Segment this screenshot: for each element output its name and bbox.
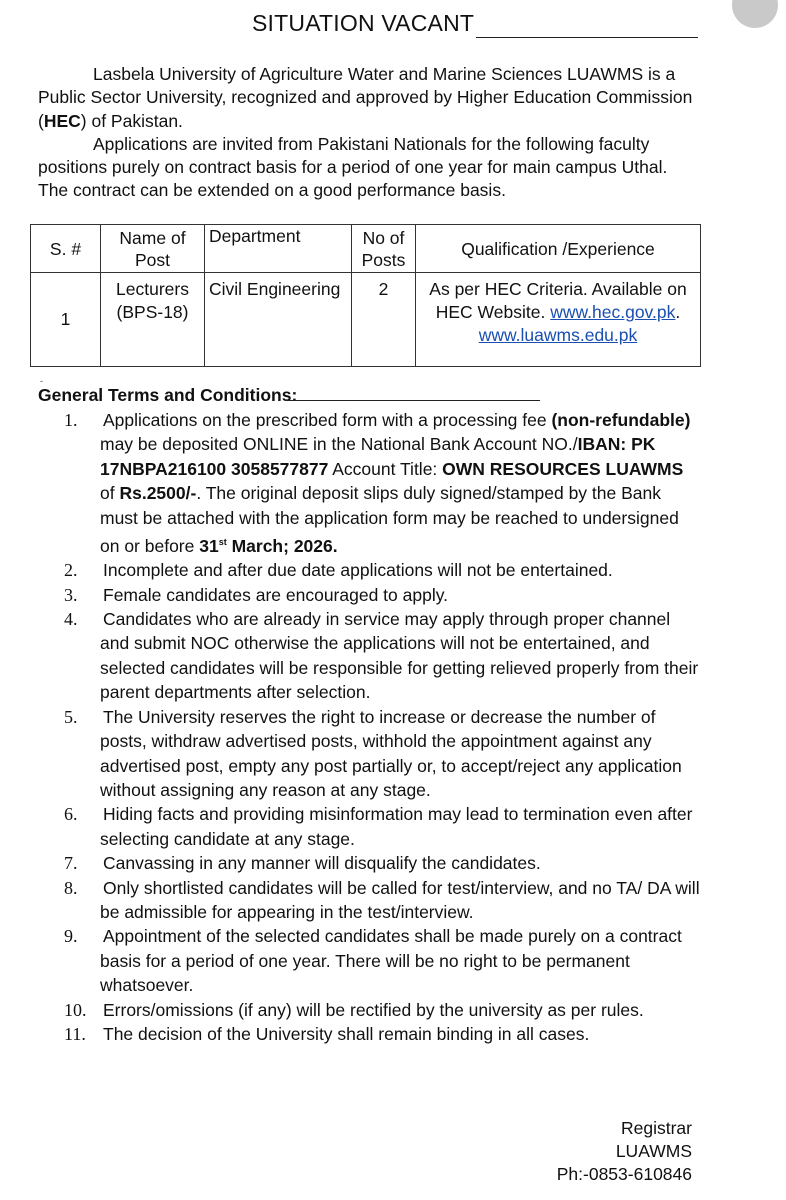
term-text: The University reserves the right to increase or decrease the number of posts, withdraw advertised posts, withhold the appointment against any advertised post, empty any post partially or, to accept/reject any application without assigning any reason at any stage. <box>100 706 682 800</box>
table-header-row <box>31 225 701 273</box>
terms-underline <box>285 400 540 401</box>
header-post: Name of Post <box>101 225 205 273</box>
cell-sno: 1 <box>31 273 101 367</box>
term-text <box>100 410 690 556</box>
intro-text-a: Lasbela University of Agriculture Water and Marine Sciences LUAWMS is a Public Sector University, recognized and approved by Higher Education Commission ( <box>38 64 693 131</box>
title-row <box>252 10 698 40</box>
term-text-part: Account Title: <box>328 458 443 479</box>
term-text-part: OWN RESOURCES LUAWMS <box>442 458 684 479</box>
term-text-part: Rs.2500/- <box>119 483 197 504</box>
term-text: Canvassing in any manner will disqualify the candidates. <box>103 853 541 874</box>
term-item <box>0 1022 700 1046</box>
term-text-part: IBAN: PK 17NBPA216100 3058577877 <box>100 434 656 479</box>
header-no-posts: No of Posts <box>352 225 416 273</box>
term-item <box>0 998 700 1022</box>
term-text: Incomplete and after due date applications will not be entertained. <box>103 560 613 581</box>
term-text-part: . The original deposit slips duly signed/stamped by the Bank must be attached with the application form may be reached to undersigned on or before <box>100 483 679 556</box>
term-number: 7. <box>64 853 78 874</box>
term-text-part: of <box>100 483 120 504</box>
term-item <box>0 851 700 875</box>
signature-org: LUAWMS <box>615 1141 692 1161</box>
intro-paragraph-2: Applications are invited from Pakistani Nationals for the following faculty positions purely on contract basis for a period of one year for main campus Uthal. The contract can be extended on a good performance basis. <box>38 133 668 201</box>
qualification-text: As per HEC Criteria. Available on HEC Website. <box>429 279 687 322</box>
table-row <box>31 273 701 367</box>
term-text-part: (non-refundable) <box>551 410 691 430</box>
term-number: 10. <box>64 999 87 1020</box>
term-item <box>0 607 700 705</box>
header-department: Department <box>205 225 352 273</box>
corner-overlay <box>732 0 778 28</box>
luawms-website-link[interactable]: www.luawms.edu.pk <box>478 325 638 345</box>
term-number: 8. <box>64 877 78 898</box>
signature-title: Registrar <box>621 1118 692 1138</box>
term-text: Errors/omissions (if any) will be rectified by the university as per rules. <box>103 999 644 1020</box>
posts-table <box>30 224 701 367</box>
term-text-part: st <box>218 537 227 548</box>
term-text: Appointment of the selected candidates shall be made purely on a contract basis for a period of one year. There will be no right to be permanent whatsoever. <box>100 926 682 996</box>
page-title: SITUATION VACANT <box>252 10 475 36</box>
hec-website-link[interactable]: www.hec.gov.pk <box>550 302 676 322</box>
cell-post: Lecturers (BPS-18) <box>101 273 205 367</box>
term-text: Female candidates are encouraged to apply. <box>103 584 449 605</box>
signature-block <box>520 1117 692 1186</box>
terms-heading: General Terms and Conditions: <box>38 385 298 405</box>
intro-paragraph-1 <box>38 63 698 133</box>
title-underline <box>476 37 698 38</box>
term-item <box>0 876 700 925</box>
term-number: 11. <box>64 1023 86 1044</box>
cell-department: Civil Engineering <box>205 273 352 367</box>
intro-text-hec: HEC <box>43 110 81 131</box>
term-item <box>0 705 700 803</box>
term-number: 4. <box>64 609 78 630</box>
link-suffix: . <box>675 302 681 322</box>
term-text: Candidates who are already in service may apply through proper channel and submit NOC otherwise the applications will not be entertained, and selected candidates will be responsible for getting relieved properly from their parent departments after selection. <box>100 609 699 703</box>
term-text-part: Applications on the prescribed form with a processing fee <box>103 410 552 430</box>
term-item <box>0 583 700 607</box>
term-text: The decision of the University shall remain binding in all cases. <box>103 1023 590 1044</box>
term-text-part: 31 <box>199 535 219 556</box>
term-number: 2. <box>64 560 78 581</box>
intro-text-b: ) of Pakistan. <box>80 110 183 131</box>
intro-section <box>38 63 698 203</box>
header-sno: S. # <box>31 225 101 273</box>
terms-list <box>0 408 700 1046</box>
term-item <box>0 924 700 997</box>
stray-mark: - <box>40 376 43 386</box>
term-item <box>0 802 700 851</box>
term-text-part: March; 2026. <box>226 535 338 556</box>
term-text: Only shortlisted candidates will be called for test/interview, and no TA/ DA will be admissible for appearing in the test/interview. <box>100 877 700 922</box>
signature-phone: Ph:-0853-610846 <box>556 1164 692 1184</box>
term-number: 9. <box>64 926 78 947</box>
header-qualification: Qualification /Experience <box>416 225 701 273</box>
cell-posts: 2 <box>352 273 416 367</box>
term-number: 5. <box>64 706 78 727</box>
term-number: 3. <box>64 584 78 605</box>
term-item <box>0 408 700 558</box>
term-item <box>0 558 700 582</box>
term-number: 6. <box>64 804 78 825</box>
term-number: 1. <box>64 410 78 430</box>
term-text-part: may be deposited ONLINE in the National Bank Account NO./ <box>100 434 578 455</box>
term-text: Hiding facts and providing misinformation may lead to termination even after selecting candidate at any stage. <box>100 804 693 849</box>
cell-qualification <box>416 273 701 367</box>
